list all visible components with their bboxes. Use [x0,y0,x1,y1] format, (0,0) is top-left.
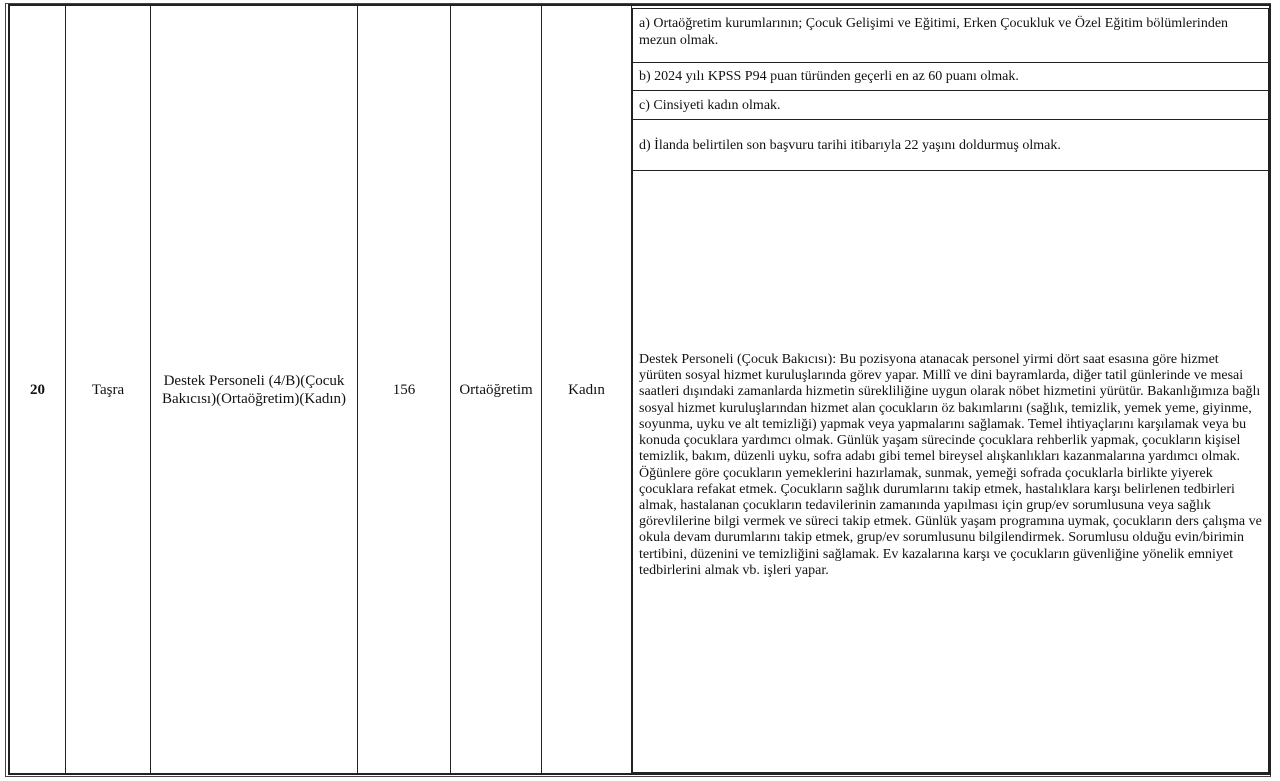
position-count: 156 [392,381,416,398]
criterion-a [632,8,1269,63]
gender-cell [542,6,632,773]
position-title: Destek Personeli (4/B)(Çocuk Bakıcısı)(Ortaöğretim)(Kadın) [161,372,347,407]
criterion-b [632,62,1269,91]
row-number: 20 [30,381,45,398]
job-description-cell [632,170,1269,773]
education-cell [451,6,542,773]
count-cell [358,6,451,773]
criterion-d-text: d) İlanda belirtilen son başvuru tarihi itibarıyla 22 yaşını doldurmuş olmak. [639,137,1061,153]
position-cell [151,6,358,773]
job-description: Destek Personeli (Çocuk Bakıcısı): Bu pozisyona atanacak personel yirmi dört saat esasına göre hizmet yürüten sosyal hizmet kuruluşlarında görev yapar. Millî ve dini bayramlarda, diğer tatil günlerinde ve mesai saatleri dışındaki zamanlarda hizmetin sürekliliğine uygun olarak nöbet hizmetini yürütür. Bakanlığımıza bağlı sosyal hizmet kuruluşlarından hizmet alan çocukların öz bakımlarını (sağlık, temizlik, yemek yeme, giyinme, soyunma, uyku ve alt temizliği) yapmak veya yapmalarını sağlamak. Temel ihtiyaçlarını karşılamak veya bu konuda çocuklara yardımcı olmak. Günlük yaşam sürecinde çocuklara rehberlik yapmak, çocukların kişisel temizlik, bakım, düzenli uyku, sofra adabı gibi temel bireysel alışkanlıkları kazanmalarına yardımcı olmak. Öğünlere göre çocukların yemeklerini hazırlamak, sunmak, yemeği sofrada çocuklarla birlikte yiyerek çocuklara refakat etmek. Çocukların sağlık durumlarını takip etmek, hastalıklara karşı belirlenen tedbirleri almak, hastalanan çocukların tedavilerinin zamanında yapılması için grup/ev sorumlusuna veya sağlık görevlilerine bilgi vermek ve süreci takip etmek. Günlük yaşam programına uymak, çocukların ders çalışma ve okula devam durumlarını takip etmek, grup/ev sorumlusunu bilgilendirmek. Sorumlusu olduğu evin/birimin tertibini, düzenini ve temizliğini sağlamak. Ev kazalarına karşı ve çocukların güvenliğine yönelik emniyet tedbirlerini almak vb. işleri yapar. [639,352,1262,578]
criterion-b-text: b) 2024 yılı KPSS P94 puan türünden geçerli en az 60 puanı olmak. [639,69,1019,84]
education-level: Ortaöğretim [459,381,533,398]
location-cell [66,6,151,773]
row-number-cell [10,6,66,773]
criterion-a-text: a) Ortaöğretim kurumlarının; Çocuk Gelişimi ve Eğitimi, Erken Çocukluk ve Özel Eğitim bölümlerinden mezun olmak. [639,16,1229,48]
criterion-d [632,119,1269,171]
criterion-c-text: c) Cinsiyeti kadın olmak. [639,97,781,113]
gender: Kadın [568,381,605,398]
criterion-c [632,90,1269,120]
location: Taşra [91,381,125,398]
